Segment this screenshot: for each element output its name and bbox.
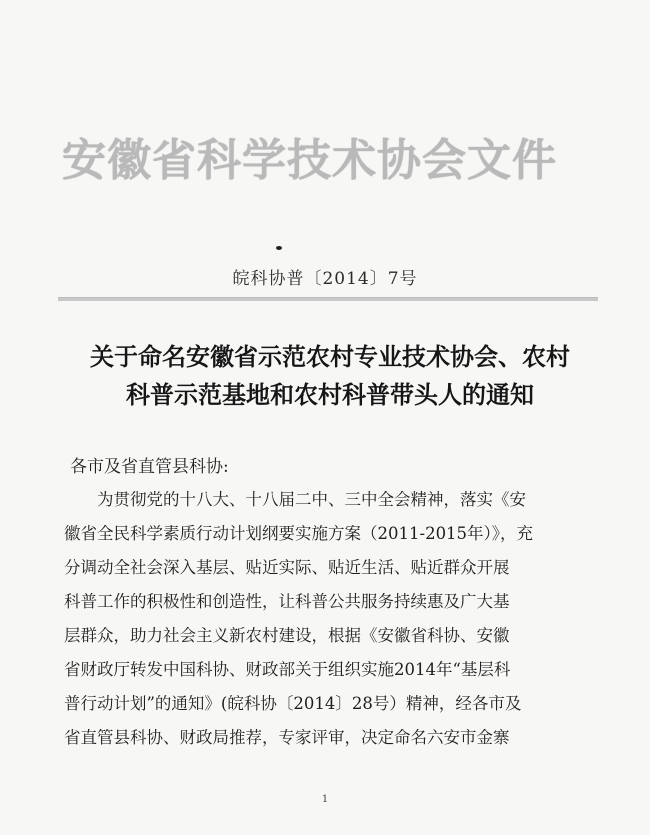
body-line: 层群众，助力社会主义新农村建设，根据《安徽省科协、安徽: [64, 626, 510, 645]
body-line: 省直管县科协、财政局推荐，专家评审，决定命名六安市金寨: [64, 728, 510, 747]
body-line: 徽省全民科学素质行动计划纲要实施方案（2011-2015年）》，充: [64, 524, 534, 543]
body-line: 省财政厅转发中国科协、财政部关于组织实施2014年“基层科: [64, 660, 511, 679]
body-line: 为贯彻党的十八大、十八届二中、三中全会精神，落实《安: [64, 490, 526, 509]
body-line: 分调动全社会深入基层、贴近实际、贴近生活、贴近群众开展: [64, 558, 510, 577]
document-number: 皖科协普〔2014〕7号: [232, 269, 418, 289]
page-number: 1: [321, 794, 329, 805]
notice-title: [50, 338, 610, 414]
notice-title-line: 科普示范基地和农村科普带头人的通知: [126, 380, 534, 409]
notice-body: [64, 483, 604, 755]
body-line: 普行动计划”的通知》(皖科协〔2014〕28号）精神，经各市及: [64, 694, 522, 713]
org-header-title: 安徽省科学技术协会文件: [62, 135, 557, 186]
header-divider: [58, 297, 598, 301]
notice-title-line: 关于命名安徽省示范农村专业技术协会、农村: [90, 342, 570, 371]
salutation: 各市及省直管县科协:: [70, 457, 229, 477]
ink-speck: [276, 246, 282, 250]
body-line: 科普工作的积极性和创造性，让科普公共服务持续惠及广大基: [64, 592, 510, 611]
